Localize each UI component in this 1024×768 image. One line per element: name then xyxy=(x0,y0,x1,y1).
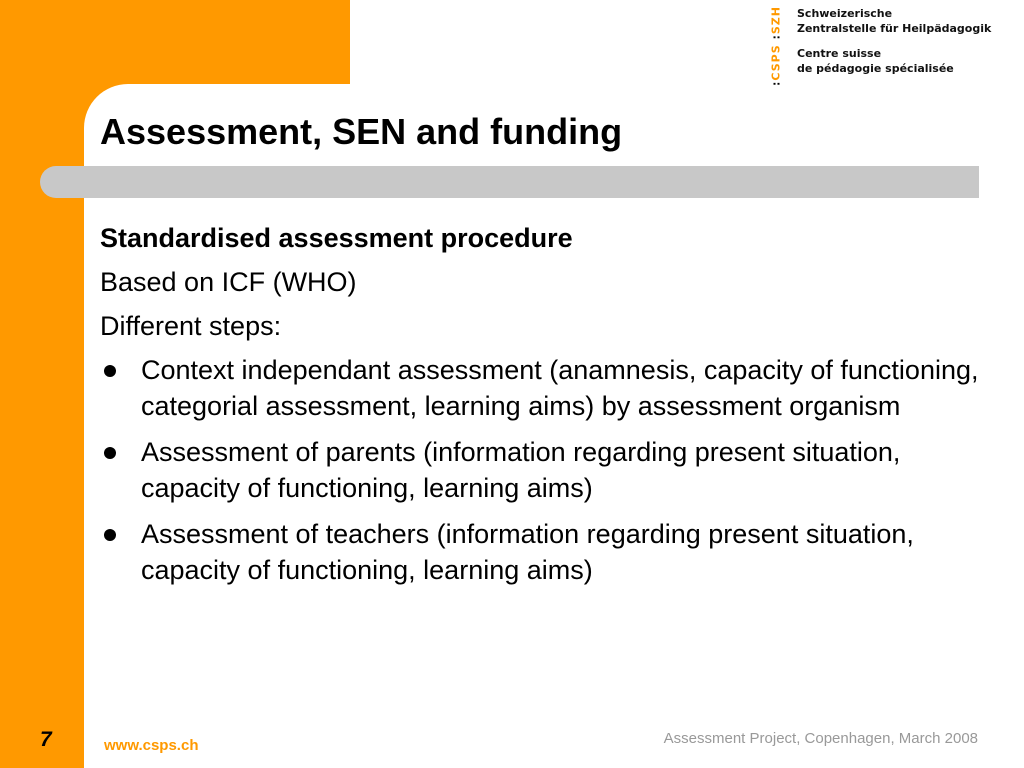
subheading: Standardised assessment procedure xyxy=(100,223,573,253)
bullet-item xyxy=(100,516,980,588)
bullet-text: Assessment of parents (information regarding present situation, capacity of functioning, learning aims) xyxy=(141,437,901,503)
footer-url-link[interactable]: www.csps.ch xyxy=(104,737,199,754)
logo-csps: CSPS xyxy=(769,44,783,81)
bullet-dot-icon xyxy=(104,365,116,377)
logo-line-2: Zentralstelle für Heilpädagogik xyxy=(797,22,992,35)
logo-line-3: Centre suisse xyxy=(797,47,882,60)
csps-szh-logo xyxy=(766,4,1006,88)
logo-szh: SZH xyxy=(769,6,783,35)
logo-separator: : xyxy=(769,34,783,40)
bullet-item xyxy=(100,434,980,506)
logo-wordmark xyxy=(797,6,991,76)
slide-title: Assessment, SEN and funding xyxy=(100,111,623,152)
logo-vertical-mark: :CSPS :SZH xyxy=(769,6,783,86)
bullet-text: Context independant assessment (anamnesis, capacity of functioning, categorial assessment, learning aims) by assessment organism xyxy=(141,355,979,421)
bullet-dot-icon xyxy=(104,529,116,541)
footer-event-text: Assessment Project, Copenhagen, March 2008 xyxy=(663,730,978,747)
logo-line-1: Schweizerische xyxy=(797,7,893,20)
title-underline-bar xyxy=(40,166,979,198)
body-line-steps: Different steps: xyxy=(100,311,282,341)
slide-body xyxy=(100,220,980,598)
logo-line-4: de pédagogie spécialisée xyxy=(797,62,954,75)
page-number: 7 xyxy=(40,728,52,751)
bullet-text: Assessment of teachers (information regarding present situation, capacity of functioning, learning aims) xyxy=(141,519,914,585)
bullet-item xyxy=(100,352,980,424)
bullet-dot-icon xyxy=(104,447,116,459)
body-line-icf: Based on ICF (WHO) xyxy=(100,267,357,297)
bullet-list xyxy=(100,352,980,588)
